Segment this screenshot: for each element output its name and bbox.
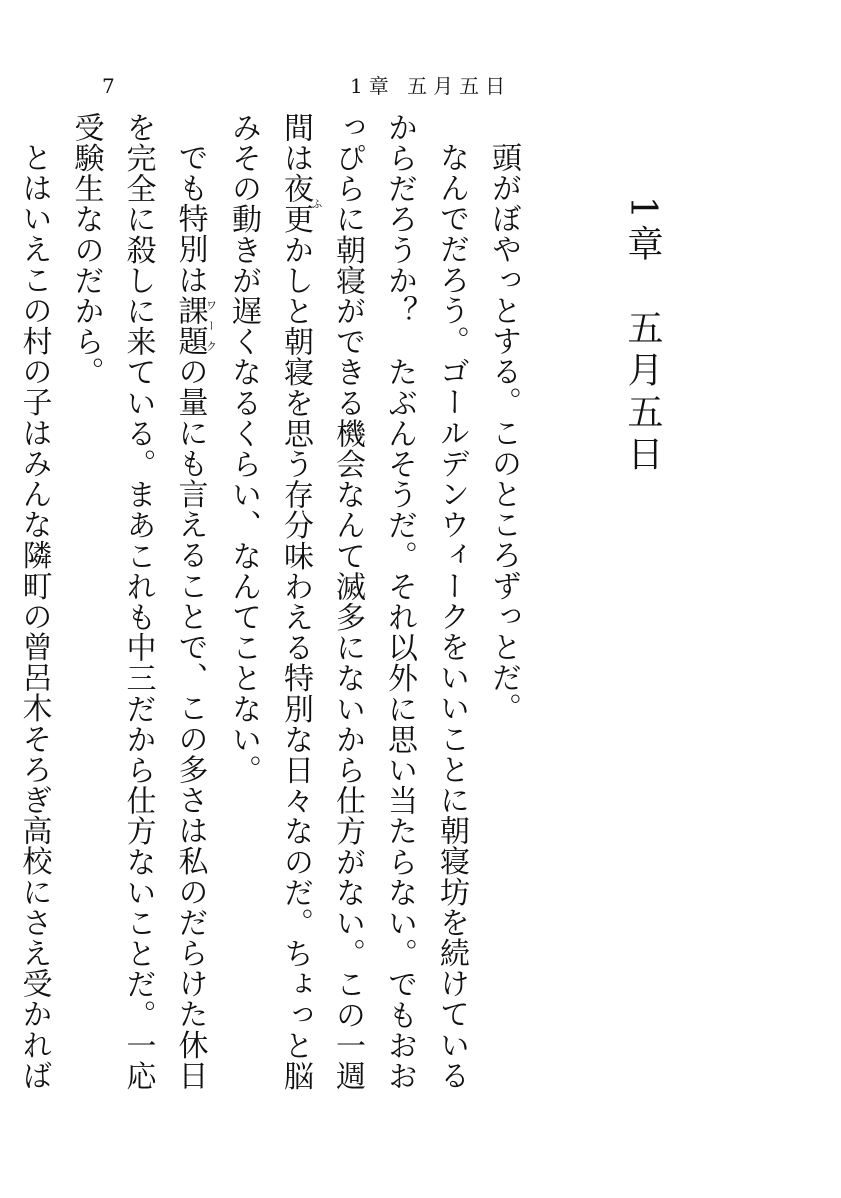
paragraph-1: 頭がぼやっとする。このところずっとだ。 — [486, 142, 521, 724]
paragraph-4: とはいえこの村の子はみんな隣町の曾呂木そろぎ高校にさえ受かれば — [16, 142, 52, 1091]
ruby-waaku: 課題ワーク — [172, 295, 218, 357]
ruby-fu: 夜更ふ — [278, 173, 323, 235]
running-header: 1章 五月五日 — [350, 74, 512, 98]
body-text — [0, 112, 529, 1112]
paragraph-3: でも特別は課題ワークの量にも言えることで、この多さは私のだらけた休日を完全に殺しに来ている。まあこれも中三だから仕方ないことだ。一応受験生なのだから。 — [68, 112, 218, 1092]
paragraph-2: なんでだろう。ゴールデンウィークをいいことに朝寝坊を続けているからだろうか？ たぶんそうだ。それ以外に思い当たらない。でもおおっぴらに朝寝ができる機会なんて滅多にないから仕方がない。この一週間は夜更ふかしと朝寝を思う存分味わえる特別な日々なのだ。ちょっと脳みその動きが遅くなるくらい、なんてことない。 — [226, 112, 469, 1092]
page-number: 7 — [102, 74, 115, 98]
chapter-title: 1章 五月五日 — [622, 196, 663, 477]
